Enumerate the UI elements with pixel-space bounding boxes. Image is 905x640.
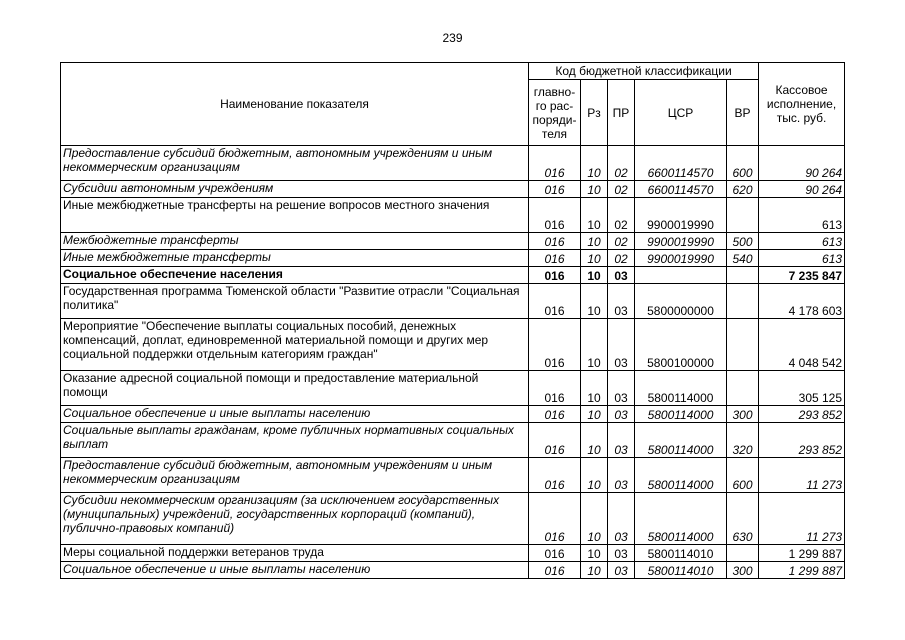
row-amount: 7 235 847: [759, 267, 845, 284]
row-admin-code: 016: [529, 181, 581, 198]
header-name: Наименование показателя: [61, 63, 529, 146]
row-admin-code: 016: [529, 545, 581, 562]
row-csr-code: 5800114010: [635, 545, 727, 562]
row-rz-code: 10: [581, 493, 608, 545]
row-admin-code: 016: [529, 458, 581, 493]
row-vr-code: 620: [727, 181, 759, 198]
row-amount: 1 299 887: [759, 562, 845, 579]
header-vr: ВР: [727, 80, 759, 146]
row-admin-code: 016: [529, 250, 581, 267]
row-pr-code: 03: [608, 319, 635, 371]
table-row: [61, 423, 845, 458]
row-amount: 11 273: [759, 458, 845, 493]
row-pr-code: 03: [608, 458, 635, 493]
row-csr-code: 5800114000: [635, 493, 727, 545]
row-vr-code: 500: [727, 233, 759, 250]
row-amount: 613: [759, 250, 845, 267]
header-code-group: Код бюджетной классификации: [529, 63, 759, 80]
row-csr-code: 5800114000: [635, 371, 727, 406]
row-pr-code: 03: [608, 493, 635, 545]
row-rz-code: 10: [581, 146, 608, 181]
row-pr-code: 02: [608, 146, 635, 181]
header-rz: Рз: [581, 80, 608, 146]
row-admin-code: 016: [529, 493, 581, 545]
row-pr-code: 02: [608, 233, 635, 250]
row-admin-code: 016: [529, 284, 581, 319]
table-row: [61, 267, 845, 284]
row-rz-code: 10: [581, 267, 608, 284]
header-amount: Кассовое исполнение, тыс. руб.: [759, 63, 845, 146]
row-amount: 293 852: [759, 406, 845, 423]
row-pr-code: 03: [608, 562, 635, 579]
row-csr-code: 5800000000: [635, 284, 727, 319]
row-amount: 90 264: [759, 181, 845, 198]
row-name: Оказание адресной социальной помощи и предоставление материальной помощи: [61, 371, 529, 406]
budget-table: [60, 62, 845, 579]
row-amount: 305 125: [759, 371, 845, 406]
row-admin-code: 016: [529, 406, 581, 423]
row-name: Субсидии автономным учреждениям: [61, 181, 529, 198]
row-name: Иные межбюджетные трансферты на решение вопросов местного значения: [61, 198, 529, 233]
row-pr-code: 03: [608, 371, 635, 406]
table-row: [61, 562, 845, 579]
row-pr-code: 03: [608, 423, 635, 458]
row-vr-code: 600: [727, 146, 759, 181]
row-csr-code: 9900019990: [635, 233, 727, 250]
table-row: [61, 146, 845, 181]
row-rz-code: 10: [581, 545, 608, 562]
row-vr-code: 300: [727, 406, 759, 423]
row-csr-code: 5800114000: [635, 406, 727, 423]
row-rz-code: 10: [581, 406, 608, 423]
row-vr-code: [727, 284, 759, 319]
row-name: Предоставление субсидий бюджетным, автономным учреждениям и иным некоммерческим организациям: [61, 146, 529, 181]
row-rz-code: 10: [581, 562, 608, 579]
table-row: [61, 198, 845, 233]
row-name: Государственная программа Тюменской области "Развитие отрасли "Социальная политика": [61, 284, 529, 319]
row-csr-code: [635, 267, 727, 284]
row-rz-code: 10: [581, 198, 608, 233]
row-amount: 4 048 542: [759, 319, 845, 371]
row-vr-code: 540: [727, 250, 759, 267]
row-rz-code: 10: [581, 250, 608, 267]
table-row: [61, 493, 845, 545]
row-csr-code: 6600114570: [635, 181, 727, 198]
row-vr-code: [727, 545, 759, 562]
row-csr-code: 6600114570: [635, 146, 727, 181]
row-pr-code: 03: [608, 406, 635, 423]
row-vr-code: [727, 198, 759, 233]
row-rz-code: 10: [581, 284, 608, 319]
row-vr-code: [727, 319, 759, 371]
row-amount: 90 264: [759, 146, 845, 181]
row-amount: 613: [759, 233, 845, 250]
row-amount: 1 299 887: [759, 545, 845, 562]
row-pr-code: 03: [608, 284, 635, 319]
table-row: [61, 284, 845, 319]
row-pr-code: 02: [608, 181, 635, 198]
table-row: [61, 406, 845, 423]
row-name: Межбюджетные трансферты: [61, 233, 529, 250]
row-amount: 4 178 603: [759, 284, 845, 319]
row-vr-code: 630: [727, 493, 759, 545]
row-name: Меры социальной поддержки ветеранов труда: [61, 545, 529, 562]
row-csr-code: 9900019990: [635, 198, 727, 233]
row-vr-code: 600: [727, 458, 759, 493]
table-row: [61, 458, 845, 493]
row-admin-code: 016: [529, 371, 581, 406]
row-amount: 613: [759, 198, 845, 233]
row-rz-code: 10: [581, 458, 608, 493]
row-admin-code: 016: [529, 267, 581, 284]
row-name: Социальное обеспечение населения: [61, 267, 529, 284]
row-admin-code: 016: [529, 423, 581, 458]
row-rz-code: 10: [581, 233, 608, 250]
header-csr: ЦСР: [635, 80, 727, 146]
row-vr-code: 300: [727, 562, 759, 579]
row-name: Субсидии некоммерческим организациям (за исключением государственных (муниципальных) учреждений, государственных корпораций (компаний), публично-правовых компаний): [61, 493, 529, 545]
page-number: 239: [442, 31, 463, 45]
table-row: [61, 250, 845, 267]
table-row: [61, 181, 845, 198]
row-admin-code: 016: [529, 233, 581, 250]
row-amount: 11 273: [759, 493, 845, 545]
table-row: [61, 233, 845, 250]
table-row: [61, 371, 845, 406]
row-vr-code: [727, 267, 759, 284]
header-admin: главно- го рас- поряди- теля: [529, 80, 581, 146]
row-csr-code: 5800114000: [635, 423, 727, 458]
row-admin-code: 016: [529, 146, 581, 181]
row-admin-code: 016: [529, 198, 581, 233]
row-vr-code: 320: [727, 423, 759, 458]
row-name: Социальные выплаты гражданам, кроме публичных нормативных социальных выплат: [61, 423, 529, 458]
row-pr-code: 02: [608, 198, 635, 233]
table-row: [61, 545, 845, 562]
row-csr-code: 5800114000: [635, 458, 727, 493]
row-name: Мероприятие "Обеспечение выплаты социальных пособий, денежных компенсаций, доплат, единовременной материальной помощи и других мер социальной поддержки отдельным категориям граждан": [61, 319, 529, 371]
row-csr-code: 5800114010: [635, 562, 727, 579]
row-name: Иные межбюджетные трансферты: [61, 250, 529, 267]
row-csr-code: 9900019990: [635, 250, 727, 267]
row-rz-code: 10: [581, 319, 608, 371]
row-vr-code: [727, 371, 759, 406]
row-pr-code: 03: [608, 267, 635, 284]
row-rz-code: 10: [581, 181, 608, 198]
row-rz-code: 10: [581, 371, 608, 406]
row-pr-code: 03: [608, 545, 635, 562]
row-pr-code: 02: [608, 250, 635, 267]
row-name: Социальное обеспечение и иные выплаты населению: [61, 406, 529, 423]
row-name: Социальное обеспечение и иные выплаты населению: [61, 562, 529, 579]
table-row: [61, 319, 845, 371]
row-csr-code: 5800100000: [635, 319, 727, 371]
header-pr: ПР: [608, 80, 635, 146]
row-admin-code: 016: [529, 319, 581, 371]
row-rz-code: 10: [581, 423, 608, 458]
row-admin-code: 016: [529, 562, 581, 579]
row-amount: 293 852: [759, 423, 845, 458]
table-body: [61, 146, 845, 579]
row-name: Предоставление субсидий бюджетным, автономным учреждениям и иным некоммерческим организациям: [61, 458, 529, 493]
